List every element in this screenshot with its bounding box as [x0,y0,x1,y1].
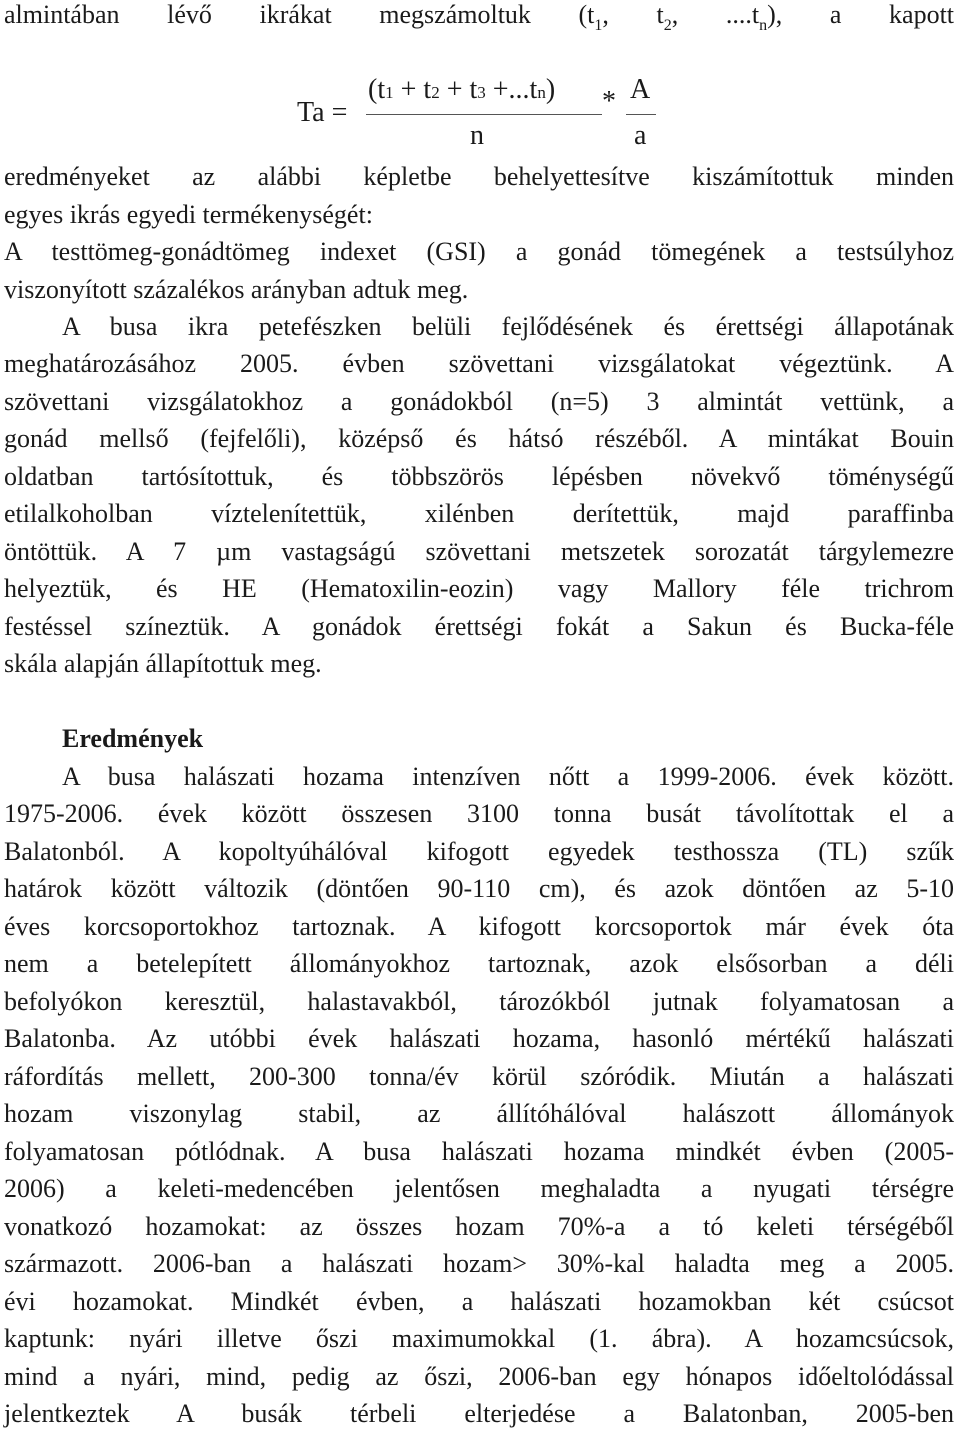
paragraph-line: Balatonból. A kopoltyúhálóval kifogott egyedek testhossza (TL) szűk [4,837,954,866]
intro-text: , t [602,0,664,29]
paragraph-line: vonatkozó hozamokat: az összes hozam 70%-a a tó keleti térségéből [4,1212,954,1241]
paragraph-line: ráfordítás mellett, 200-300 tonna/év körül szóródik. Miután a halászati [4,1062,954,1091]
paragraph-line: származott. 2006-ban a halászati hozam> 30%-kal haladta meg a 2005. [4,1249,954,1278]
formula-index: 2 [431,83,440,102]
paragraph-line: viszonyított százalékos arányban adtuk meg. [4,275,469,304]
intro-text: almintában lévő ikrákat megszámoltuk (t [4,0,595,29]
paragraph-line: Balatonba. Az utóbbi évek halászati hozama, hasonló mértékű halászati [4,1024,954,1053]
paragraph-line: nem a betelepített állományokhoz tartoznak, azok elsősorban a déli [4,949,954,978]
paragraph-line: kaptunk: nyári illetve őszi maximumokkal (1. ábra). A hozamcsúcsok, [4,1324,954,1353]
paragraph-line: hozam viszonylag stabil, az állítóhálóval halászott állományok [4,1099,954,1128]
fraction-bar [626,114,656,115]
formula-numerator-2: A [630,74,651,105]
formula-part: + t [439,74,478,105]
intro-text: , ....t [671,0,760,29]
section-heading: Eredmények [62,724,204,753]
fecundity-formula [0,72,960,168]
formula-part: + t [393,74,432,105]
subscript: n [759,17,768,34]
paragraph-line: A busa ikra petefészken belüli fejlődésének és érettségi állapotának [62,312,954,341]
paragraph-line: etilalkoholban víztelenítettük, xilénben derítettük, majd paraffinba [4,499,954,528]
paragraph-line: 1975-2006. évek között összesen 3100 tonna busát távolítottak el a [4,799,954,828]
paragraph-line: befolyókon keresztül, halastavakból, tározókból jutnak folyamatosan a [4,987,954,1016]
formula-part: +...t [485,74,538,105]
paragraph-line: egyes ikrás egyedi termékenységét: [4,200,373,229]
paragraph-line: évi hozamokat. Mindkét évben, a halászati hozamokban két csúcsot [4,1287,954,1316]
fraction-bar [366,114,602,115]
paragraph-line: eredményeket az alábbi képletbe behelyettesítve kiszámítottuk minden [4,162,954,191]
paragraph-line: oldatban tartósítottuk, és többszörös lépésben növekvő töménységű [4,462,954,491]
formula-denominator: n [470,120,484,151]
formula-index: 3 [477,83,486,102]
paragraph-line: határok között változik (döntően 90-110 cm), és azok döntően az 5-10 [4,874,954,903]
paragraph-line: A testtömeg-gonádtömeg indexet (GSI) a gonád tömegének a testsúlyhoz [4,237,954,266]
paragraph-line: éves korcsoportokhoz tartoznak. A kifogott korcsoportok már évek óta [4,912,954,941]
paragraph-line: gonád mellső (fejfelőli), középső és hátsó részéből. A mintákat Bouin [4,424,954,453]
paragraph-line: A busa halászati hozama intenzíven nőtt a 1999-2006. évek között. [62,762,954,791]
multiply-operator: * [602,86,616,117]
formula-index: 1 [385,83,394,102]
paragraph-line: mind a nyári, mind, pedig az őszi, 2006-ban egy hónapos időeltolódással [4,1362,954,1391]
paragraph-line: folyamatosan pótlódnak. A busa halászati hozama mindkét évben (2005- [4,1137,954,1166]
subscript: 1 [594,17,603,34]
formula-index: n [537,83,546,102]
subscript: 2 [663,17,672,34]
paragraph-line: festéssel színeztük. A gonádok érettségi fokát a Sakun és Bucka-féle [4,612,954,641]
paragraph-line: szövettani vizsgálatokhoz a gonádokból (n=5) 3 almintát vettünk, a [4,387,954,416]
paragraph-line: skála alapján állapítottuk meg. [4,649,322,678]
intro-text: ), a kapott [767,0,955,29]
formula-lhs: Ta = [297,97,348,128]
intro-line [4,0,954,41]
formula-part: ) [545,74,556,105]
paragraph-line: jelentkeztek A busák térbeli elterjedése a Balatonban, 2005-ben [4,1399,954,1428]
formula-numerator [368,74,555,106]
formula-denominator-2: a [634,120,647,151]
formula-part: (t [368,74,386,105]
paragraph-line: öntöttük. A 7 µm vastagságú szövettani metszetek sorozatát tárgylemezre [4,537,954,566]
paragraph-line: 2006) a keleti-medencében jelentősen meghaladta a nyugati térségre [4,1174,954,1203]
paragraph-line: meghatározásához 2005. évben szövettani vizsgálatokat végeztünk. A [4,349,954,378]
paragraph-line: helyeztük, és HE (Hematoxilin-eozin) vagy Mallory féle trichrom [4,574,954,603]
